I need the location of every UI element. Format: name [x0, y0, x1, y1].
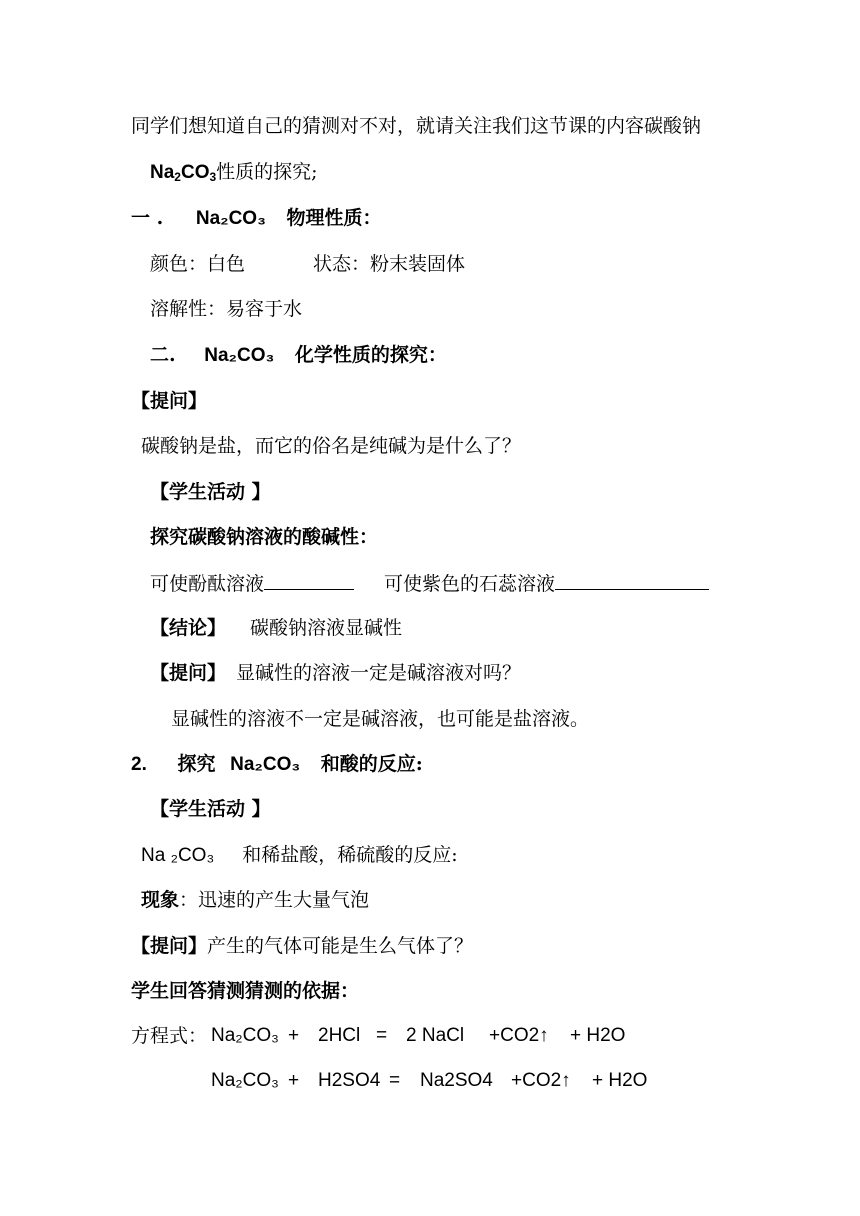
conclusion-tag: 【结论】: [150, 617, 227, 639]
phenolphthalein-blank: [264, 571, 354, 590]
question-tag-3: 【提问】: [131, 935, 208, 957]
eq2-product3: + H2O: [592, 1070, 648, 1091]
question-line-2: [150, 661, 521, 685]
section1-heading: [131, 206, 382, 231]
question-text-3: 产生的气体可能是生么气体了？: [207, 935, 474, 957]
section1-title: 物理性质：: [286, 207, 382, 229]
question-text-2: 显碱性的溶液一定是碱溶液对吗？: [236, 662, 522, 684]
phenomenon-text: ：迅速的产生大量气泡: [179, 889, 370, 911]
phenomenon-label: 现象: [141, 889, 180, 911]
equation-label: 方程式：: [131, 1025, 208, 1047]
phenolphthalein-text: 可使酚酞溶液: [150, 573, 265, 595]
section3-explore: 探究: [177, 753, 216, 775]
reaction-line: [141, 843, 458, 868]
litmus-text: 可使紫色的石蕊溶液: [384, 573, 556, 595]
color-property: 颜色：白色: [150, 253, 246, 275]
eq1-plus: +: [288, 1025, 300, 1046]
eq2-reactant2: H2SO4: [318, 1070, 381, 1091]
eq2-reactant1: Na₂CO₃: [211, 1070, 279, 1091]
intro-formula: $Na_2CO_3$: [150, 162, 217, 184]
intro-line-2: [150, 160, 318, 185]
section3-number: 2.: [131, 754, 147, 775]
eq1-product2: +CO2↑: [489, 1025, 549, 1046]
answer-text: 显碱性的溶液不一定是碱溶液，也可能是盐溶液。: [171, 708, 590, 730]
eq2-equals: =: [389, 1070, 401, 1091]
conclusion-text: 碳酸钠溶液显碱性: [250, 617, 403, 639]
section2-title: 化学性质的探究：: [294, 344, 447, 366]
eq2-plus: +: [288, 1070, 300, 1091]
eq1-reactant2: 2HCl: [318, 1025, 361, 1046]
section2-formula: Na₂CO₃: [204, 345, 275, 366]
question-tag-1: 【提问】: [131, 390, 208, 412]
section3-heading: [131, 752, 423, 777]
conclusion-line: [150, 616, 402, 640]
section1-formula: Na₂CO₃: [195, 208, 266, 229]
phenomenon-line: [141, 888, 369, 912]
section2-number: 二.: [150, 344, 176, 366]
eq1-product1: 2 NaCl: [406, 1025, 465, 1046]
indicator-line: [150, 571, 709, 596]
explore-title: 探究碳酸钠溶液的酸碱性：: [150, 526, 379, 548]
intro-line-2-text: 性质的探究;: [216, 161, 318, 183]
eq1-equals: =: [376, 1025, 388, 1046]
reaction-text: 和稀盐酸，稀硫酸的反应:: [242, 844, 458, 866]
eq1-reactant1: Na₂CO₃: [211, 1025, 279, 1046]
section3-formula: Na₂CO₃: [230, 754, 301, 775]
activity-tag-1: 【学生活动 】: [150, 481, 271, 503]
question-text-1: 碳酸钠是盐，而它的俗名是纯碱为是什么了？: [141, 435, 522, 457]
reaction-formula: Na ₂CO₃: [141, 845, 215, 866]
solubility-property: 溶解性：易容于水: [150, 298, 303, 320]
litmus-blank: [555, 571, 709, 590]
eq1-product3: + H2O: [570, 1025, 626, 1046]
state-property: 状态：粉末装固体: [313, 253, 466, 275]
question-line-3: [131, 934, 473, 958]
section2-heading: [150, 343, 447, 368]
activity-tag-2: 【学生活动 】: [150, 798, 271, 820]
section3-title: 和酸的反应:: [320, 753, 423, 775]
section1-number: 一 .: [131, 207, 164, 229]
eq2-product1: Na2SO4: [420, 1070, 493, 1091]
question-tag-2: 【提问】: [150, 662, 227, 684]
answer-title: 学生回答猜测猜测的依据：: [131, 980, 360, 1002]
intro-line-1: 同学们想知道自己的猜测对不对，就请关注我们这节课的内容碳酸钠: [131, 115, 702, 137]
eq2-product2: +CO2↑: [511, 1070, 571, 1091]
